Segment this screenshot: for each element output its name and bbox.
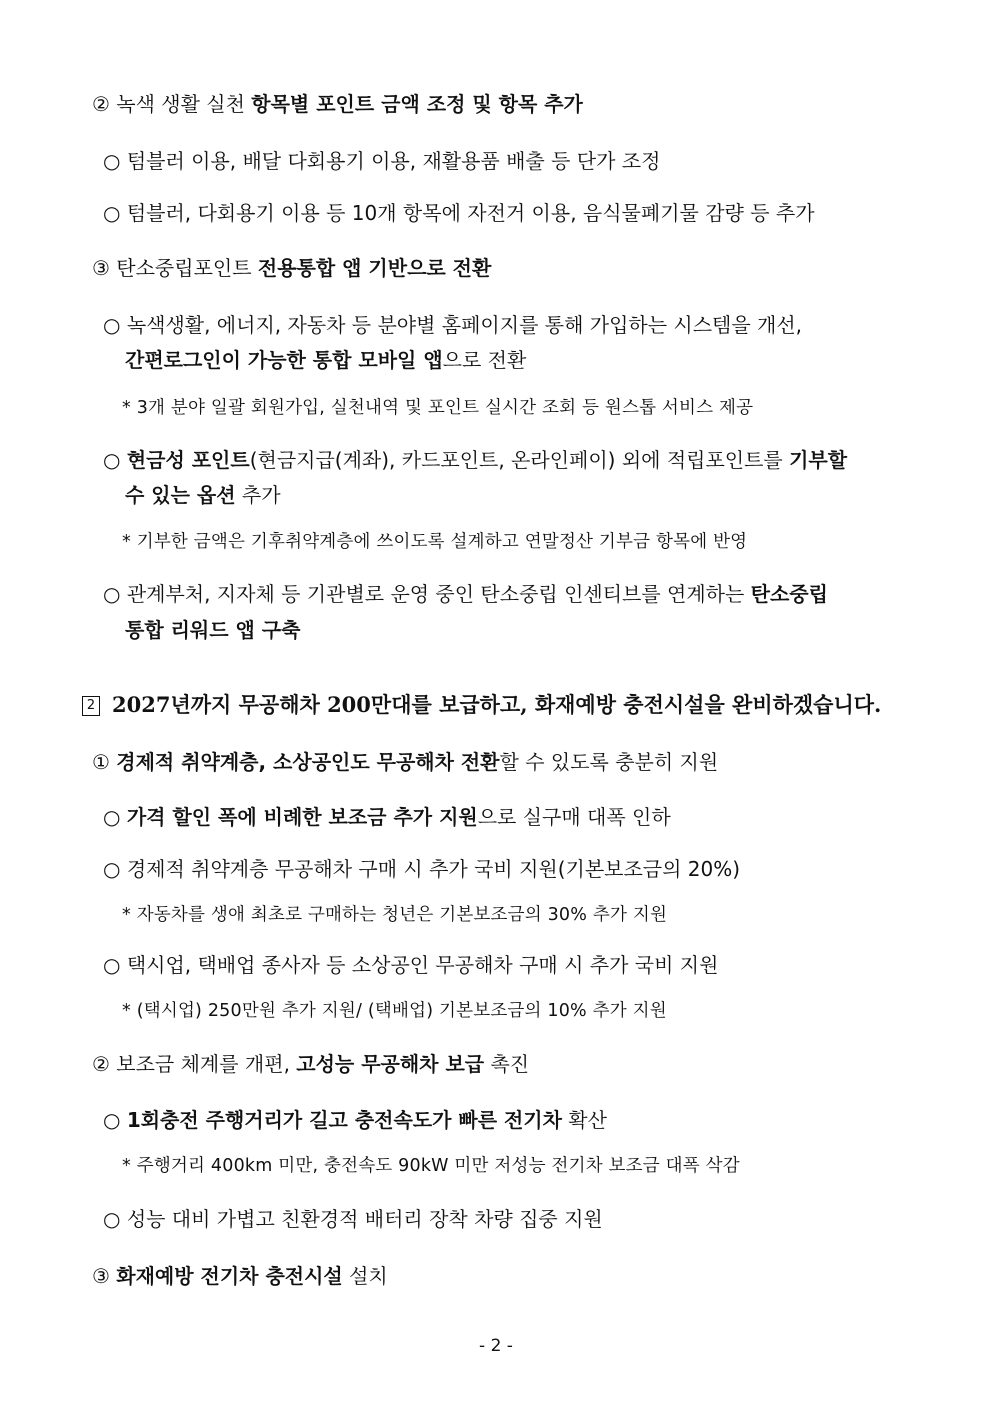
bullet-item: ○ 가격 할인 폭에 비례한 보조금 추가 지원으로 실구매 대폭 인하 <box>103 805 671 829</box>
bullet-item: ○ 녹색생활, 에너지, 자동차 등 분야별 홈페이지를 통해 가입하는 시스템을 개선, <box>103 313 803 337</box>
bullet-item: ○ 경제적 취약계층 무공해차 구매 시 추가 국비 지원(기본보조금의 20%) <box>103 857 741 881</box>
footnote-item: * 3개 분야 일괄 회원가입, 실천내역 및 포인트 실시간 조회 등 원스톱 서비스 제공 <box>122 394 753 422</box>
asterisk-marker: * <box>122 532 131 552</box>
footnote-item: * 기부한 금액은 기후취약계층에 쓰이도록 설계하고 연말정산 기부금 항목에 반영 <box>122 528 747 556</box>
bullet-item: ○ 관계부처, 지자체 등 기관별로 운영 중인 탄소중립 인센티브를 연계하는 탄소중립 <box>103 582 828 606</box>
bullet-marker: ○ <box>103 201 121 225</box>
bullet-marker: ○ <box>103 313 121 337</box>
bullet-marker: ○ <box>103 953 121 977</box>
bullet-item: ○ 성능 대비 가볍고 친환경적 배터리 장착 차량 집중 지원 <box>103 1207 603 1231</box>
subsection-2-heading: ② 녹색 생활 실천 항목별 포인트 금액 조정 및 항목 추가 <box>92 92 583 116</box>
bullet-continuation: 간편로그인이 가능한 통합 모바일 앱으로 전환 <box>125 348 527 372</box>
bullet-marker: ○ <box>103 448 121 472</box>
subsection-3-heading: ③ 탄소중립포인트 전용통합 앱 기반으로 전환 <box>92 256 492 280</box>
bullet-item: ○ 텀블러 이용, 배달 다회용기 이용, 재활용품 배출 등 단가 조정 <box>103 149 661 173</box>
section-2-heading: 2027년까지 무공해차 200만대를 보급하고, 화재예방 충전시설을 완비하겠습니다. <box>112 692 882 717</box>
asterisk-marker: * <box>122 398 131 418</box>
footnote-item: * 주행거리 400km 미만, 충전속도 90kW 미만 저성능 전기차 보조금 대폭 삭감 <box>122 1152 740 1180</box>
subsection-3-heading: ③ 화재예방 전기차 충전시설 설치 <box>92 1264 388 1288</box>
circled-number-marker: ① <box>92 750 110 774</box>
bullet-marker: ○ <box>103 149 121 173</box>
subsection-2-heading: ② 보조금 체계를 개편, 고성능 무공해차 보급 촉진 <box>92 1052 530 1076</box>
bullet-item: ○ 택시업, 택배업 종사자 등 소상공인 무공해차 구매 시 추가 국비 지원 <box>103 953 719 977</box>
footnote-item: * (택시업) 250만원 추가 지원/ (택배업) 기본보조금의 10% 추가 지원 <box>122 997 667 1025</box>
bullet-item: ○ 현금성 포인트(현금지급(계좌), 카드포인트, 온라인페이) 외에 적립포인트를 기부할 <box>103 448 848 472</box>
bullet-marker: ○ <box>103 1108 121 1132</box>
bullet-marker: ○ <box>103 805 121 829</box>
page-number: - 2 - <box>479 1336 513 1356</box>
section-number-box: 2 <box>82 696 100 716</box>
subsection-1-heading: ① 경제적 취약계층, 소상공인도 무공해차 전환할 수 있도록 충분히 지원 <box>92 750 719 774</box>
bullet-item: ○ 1회충전 주행거리가 길고 충전속도가 빠른 전기차 확산 <box>103 1108 607 1132</box>
circled-number-marker: ③ <box>92 1264 110 1288</box>
circled-number-marker: ② <box>92 92 110 116</box>
bullet-item: ○ 텀블러, 다회용기 이용 등 10개 항목에 자전거 이용, 음식물폐기물 감량 등 추가 <box>103 201 815 225</box>
bullet-continuation: 수 있는 옵션 추가 <box>125 483 281 507</box>
asterisk-marker: * <box>122 1156 131 1176</box>
footnote-item: * 자동차를 생애 최초로 구매하는 청년은 기본보조금의 30% 추가 지원 <box>122 901 667 929</box>
bullet-marker: ○ <box>103 582 121 606</box>
circled-number-marker: ② <box>92 1052 110 1076</box>
circled-number-marker: ③ <box>92 256 110 280</box>
bullet-continuation: 통합 리워드 앱 구축 <box>125 618 301 642</box>
asterisk-marker: * <box>122 905 131 925</box>
bullet-marker: ○ <box>103 1207 121 1231</box>
asterisk-marker: * <box>122 1001 131 1021</box>
bullet-marker: ○ <box>103 857 121 881</box>
